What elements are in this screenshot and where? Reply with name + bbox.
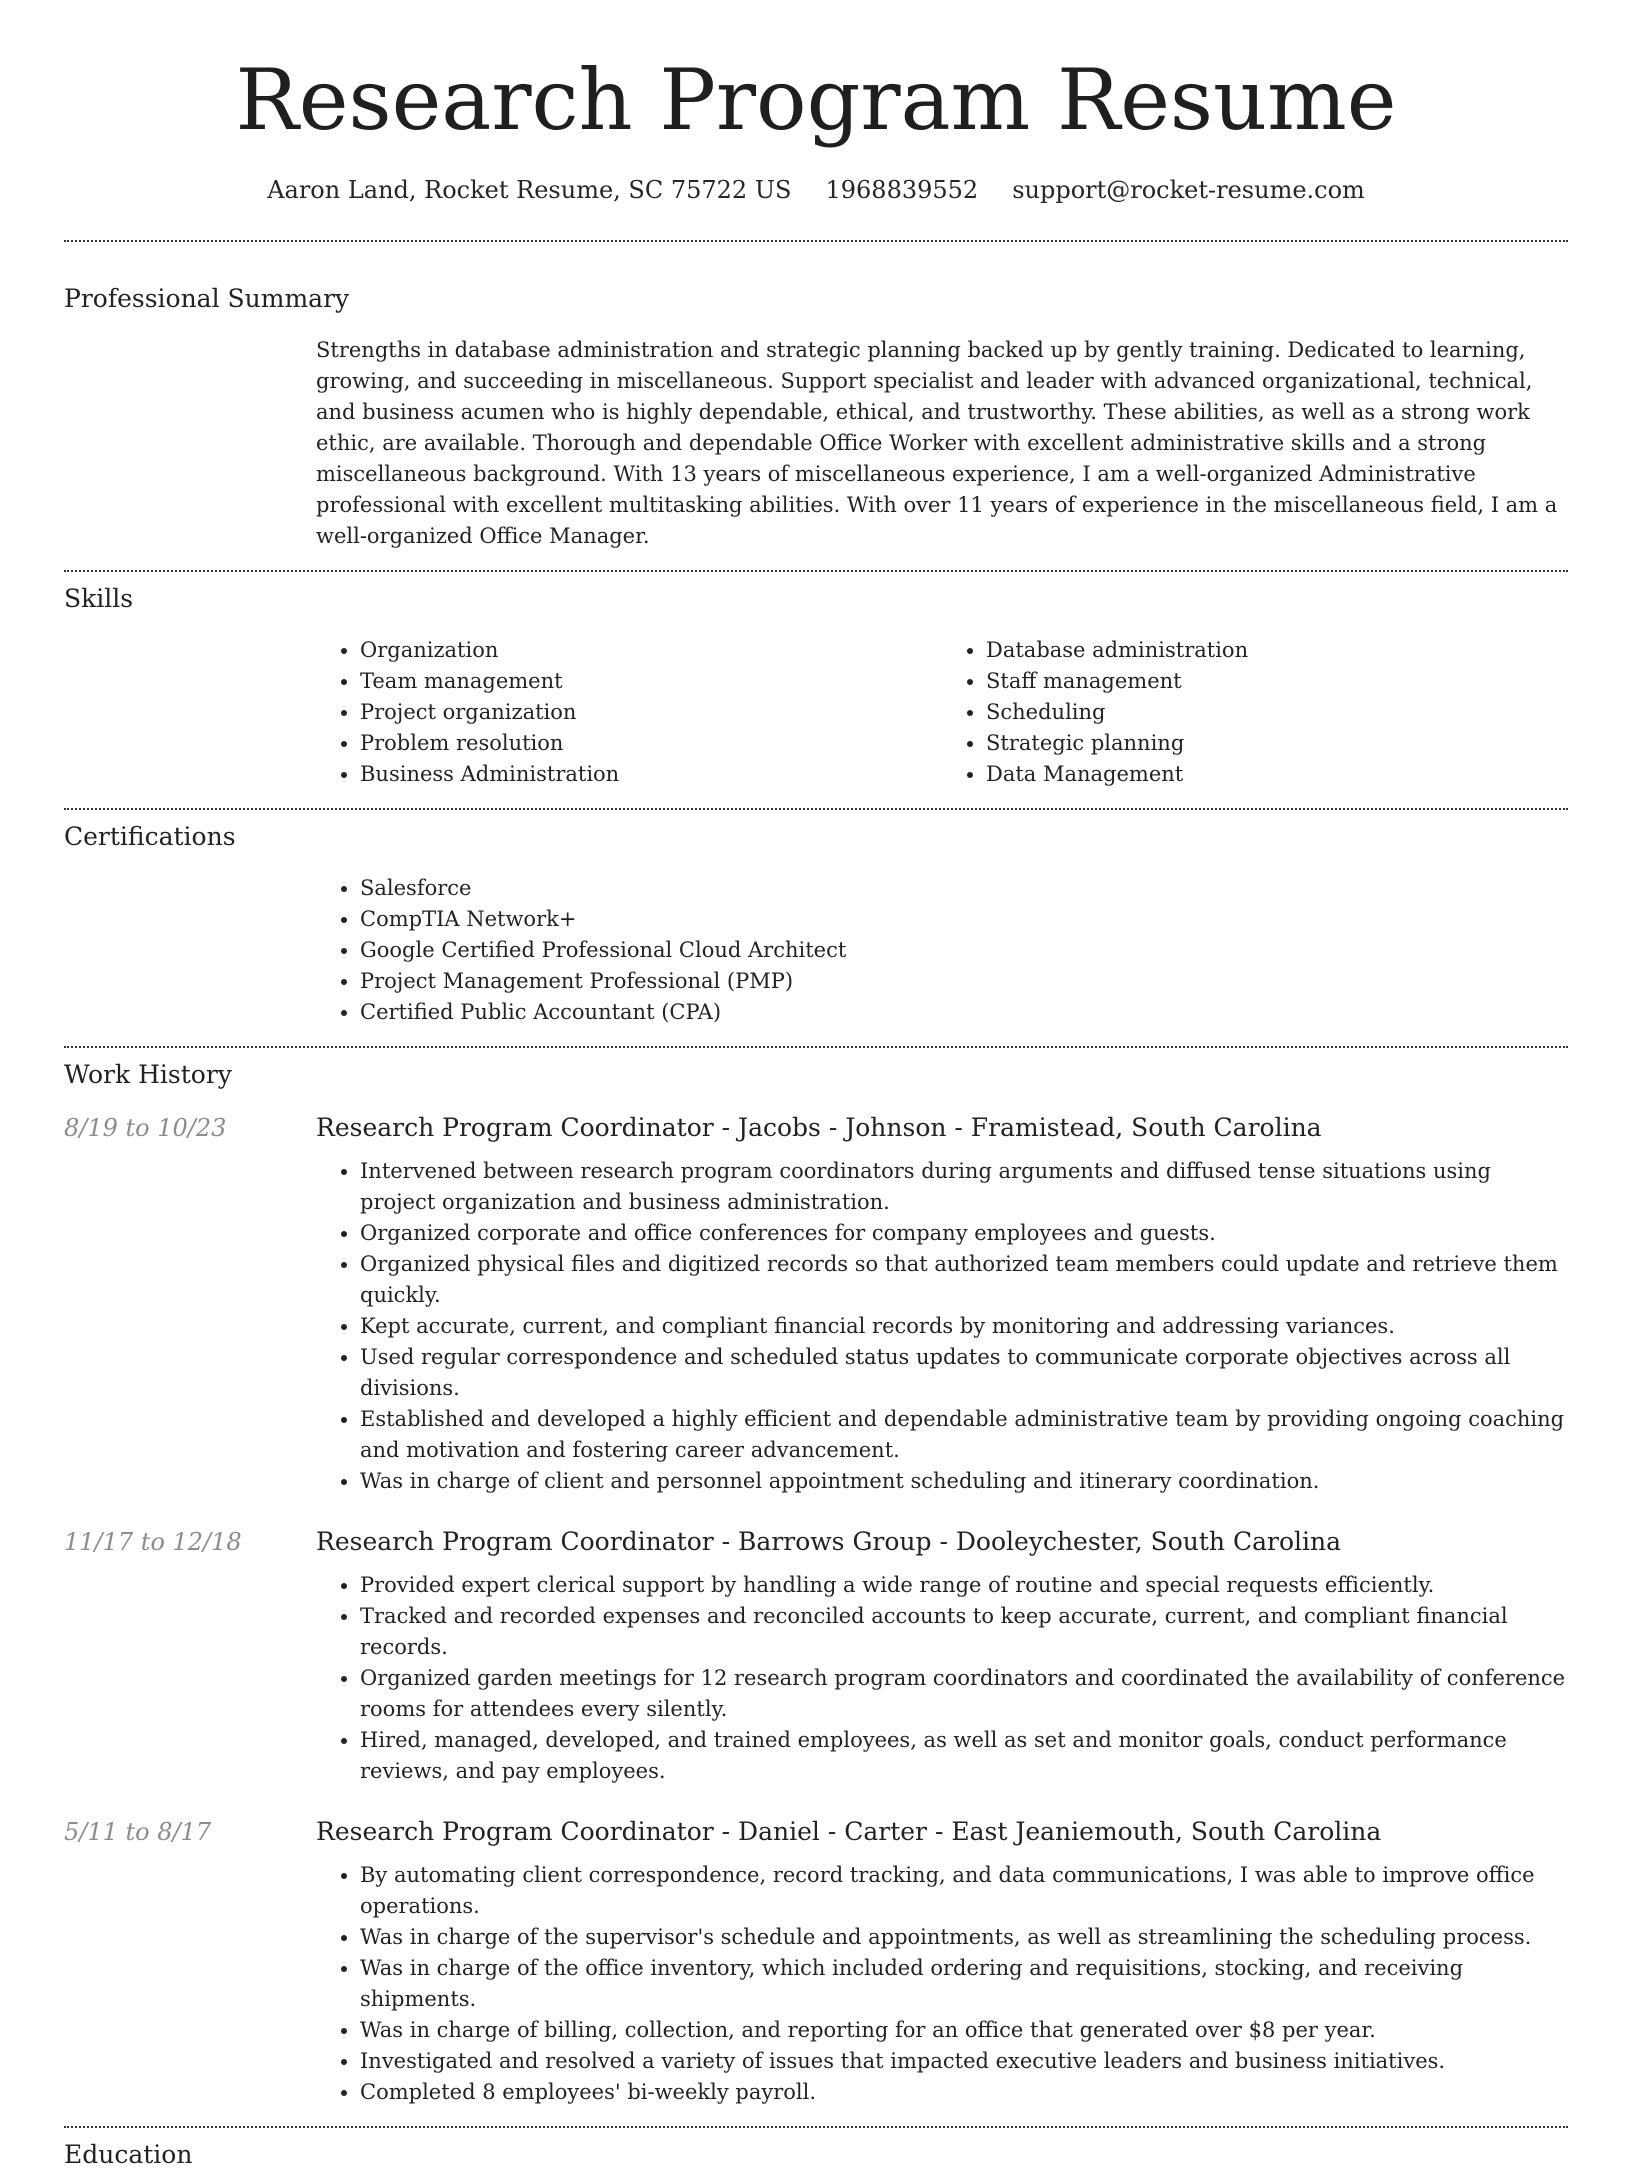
section-heading-skills: Skills	[64, 584, 134, 613]
job-bullet: • Investigated and resolved a variety of issues that impacted executive leaders and business initiatives.	[360, 2046, 1568, 2077]
skill-item: • Business Administration	[360, 759, 942, 790]
skills-list-right	[942, 635, 1568, 790]
certification-item: • Google Certified Professional Cloud Architect	[360, 935, 1568, 966]
job-details	[316, 1156, 1568, 1497]
job-bullet: • Established and developed a highly efficient and dependable administrative team by providing ongoing coaching and motivation and fostering career advancement.	[360, 1404, 1568, 1466]
certification-item: • Salesforce	[360, 873, 1568, 904]
job-bullet: • Was in charge of client and personnel appointment scheduling and itinerary coordination.	[360, 1466, 1568, 1497]
job-bullets	[316, 1570, 1568, 1787]
skill-item: • Database administration	[986, 635, 1568, 666]
contact-email: support@rocket-resume.com	[1012, 176, 1365, 204]
contact-line	[0, 176, 1632, 204]
contact-address: Aaron Land, Rocket Resume, SC 75722 US	[267, 176, 792, 204]
certification-item: • Certified Public Accountant (CPA)	[360, 997, 1568, 1028]
job-bullet: • Intervened between research program coordinators during arguments and diffused tense situations using project organization and business administration.	[360, 1156, 1568, 1218]
skill-item: • Strategic planning	[986, 728, 1568, 759]
summary-text: Strengths in database administration and strategic planning backed up by gently training. Dedicated to learning, growing, and succeeding in miscellaneous. Support specialist and leader with advanced organizational, technical, and business acumen who is highly dependable, ethical, and trustworthy. These abilities, as well as a strong work ethic, are available. Thorough and dependable Office Worker with excellent administrative skills and a strong miscellaneous background. With 13 years of miscellaneous experience, I am a well-organized Administrative professional with excellent multitasking abilities. With over 11 years of experience in the miscellaneous field, I am a well-organized Office Manager.	[316, 338, 1558, 548]
job-bullet: • Tracked and recorded expenses and reconciled accounts to keep accurate, current, and compliant financial records.	[360, 1601, 1568, 1663]
section-heading-summary: Professional Summary	[64, 284, 350, 313]
job-details	[316, 1570, 1568, 1787]
job-title: Research Program Coordinator - Jacobs - Johnson - Framistead, South Carolina	[316, 1113, 1322, 1142]
job-header	[0, 1817, 1632, 1846]
divider	[64, 2126, 1568, 2128]
skill-item: • Data Management	[986, 759, 1568, 790]
certifications-block	[316, 873, 1568, 1028]
contact-phone: 1968839552	[825, 176, 979, 204]
job-bullet: • Organized corporate and office conferences for company employees and guests.	[360, 1218, 1568, 1249]
skill-item: • Organization	[360, 635, 942, 666]
skill-item: • Problem resolution	[360, 728, 942, 759]
skill-item: • Staff management	[986, 666, 1568, 697]
job-bullet: • By automating client correspondence, record tracking, and data communications, I was able to improve office operations.	[360, 1860, 1568, 1922]
job-header	[0, 1527, 1632, 1556]
certification-item: • CompTIA Network+	[360, 904, 1568, 935]
job-bullet: • Was in charge of billing, collection, and reporting for an office that generated over $8 per year.	[360, 2015, 1568, 2046]
resume-title: Research Program Resume	[235, 51, 1397, 149]
job-header	[0, 1113, 1632, 1142]
job-dates: 5/11 to 8/17	[64, 1818, 212, 1846]
section-heading-work-history: Work History	[64, 1060, 232, 1089]
divider	[64, 570, 1568, 572]
job-bullets	[316, 1860, 1568, 2108]
divider	[64, 1046, 1568, 1048]
job-entry	[0, 1113, 1632, 1497]
job-bullets	[316, 1156, 1568, 1497]
job-title: Research Program Coordinator - Barrows Group - Dooleychester, South Carolina	[316, 1527, 1342, 1556]
divider	[64, 240, 1568, 242]
job-bullet: • Used regular correspondence and scheduled status updates to communicate corporate objectives across all divisions.	[360, 1342, 1568, 1404]
job-dates: 8/19 to 10/23	[64, 1114, 227, 1142]
job-bullet: • Organized physical files and digitized records so that authorized team members could update and retrieve them quickly.	[360, 1249, 1568, 1311]
job-bullet: • Kept accurate, current, and compliant financial records by monitoring and addressing variances.	[360, 1311, 1568, 1342]
job-title: Research Program Coordinator - Daniel - Carter - East Jeaniemouth, South Carolina	[316, 1817, 1382, 1846]
certifications-list	[316, 873, 1568, 1028]
section-heading-education: Education	[64, 2140, 193, 2169]
certification-item: • Project Management Professional (PMP)	[360, 966, 1568, 997]
job-details	[316, 1860, 1568, 2108]
job-bullet: • Was in charge of the office inventory, which included ordering and requisitions, stocking, and receiving shipments.	[360, 1953, 1568, 2015]
section-heading-certifications: Certifications	[64, 822, 236, 851]
skill-item: • Project organization	[360, 697, 942, 728]
skills-block	[316, 635, 1568, 790]
job-dates: 11/17 to 12/18	[64, 1528, 242, 1556]
job-entry	[0, 1527, 1632, 1787]
job-bullet: • Completed 8 employees' bi-weekly payroll.	[360, 2077, 1568, 2108]
job-bullet: • Hired, managed, developed, and trained employees, as well as set and monitor goals, conduct performance reviews, and pay employees.	[360, 1725, 1568, 1787]
job-entry	[0, 1817, 1632, 2108]
divider	[64, 808, 1568, 810]
job-bullet: • Was in charge of the supervisor's schedule and appointments, as well as streamlining the scheduling process.	[360, 1922, 1568, 1953]
summary-block	[316, 335, 1568, 552]
skill-item: • Scheduling	[986, 697, 1568, 728]
job-bullet: • Organized garden meetings for 12 research program coordinators and coordinated the availability of conference rooms for attendees every silently.	[360, 1663, 1568, 1725]
job-bullet: • Provided expert clerical support by handling a wide range of routine and special requests efficiently.	[360, 1570, 1568, 1601]
skill-item: • Team management	[360, 666, 942, 697]
skills-list-left	[316, 635, 942, 790]
